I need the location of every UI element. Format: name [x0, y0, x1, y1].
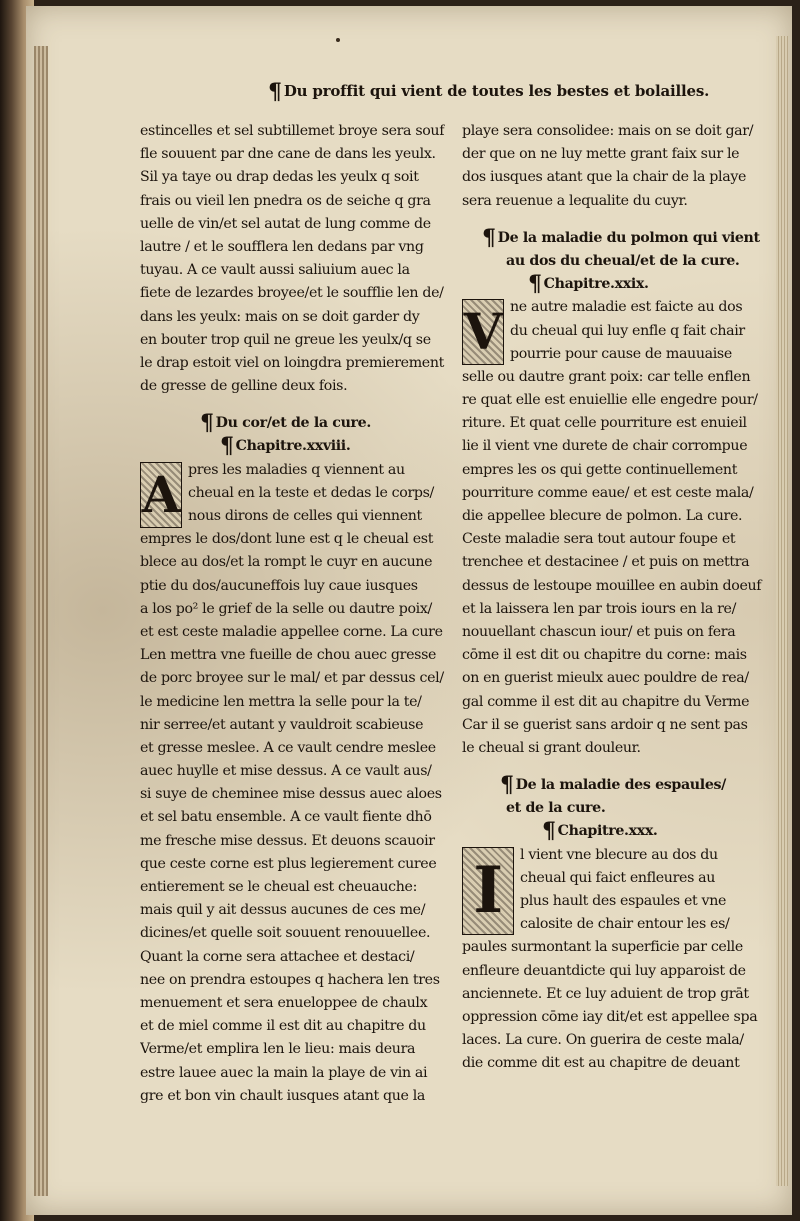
- text-line: riture. Et quat celle pourriture est enuieil: [462, 415, 747, 432]
- text-line: si suye de cheminee mise dessus auec aloes: [140, 786, 442, 803]
- text-line: mais quil y ait dessus aucunes de ces me/: [140, 902, 426, 919]
- text-line: a los po² le grief de la selle ou dautre poix/: [140, 600, 432, 617]
- text-line: et la laissera len par trois iours en la re/: [462, 600, 737, 617]
- decorated-initial: I: [462, 847, 514, 935]
- text-line: on en guerist mieulx auec pouldre de rea/: [462, 670, 749, 687]
- text-line: blece au dos/et la rompt le cuyr en aucune: [140, 554, 433, 571]
- text-line: dicines/et quelle soit souuent renouuellee.: [140, 925, 431, 942]
- header-title: Du proffit qui vient de toutes les bestes et bolailles.: [283, 82, 710, 100]
- chapter-heading: ¶ Chapitre.xxix.: [528, 271, 649, 298]
- text-line: et de miel comme il est dit au chapitre du: [140, 1018, 426, 1035]
- pilcrow-icon: ¶: [268, 79, 282, 105]
- pilcrow-icon: ¶: [220, 433, 234, 460]
- text-line: tuyau. A ce vault aussi saliuium auec la: [140, 262, 410, 279]
- text-line: empres les os qui gette continuellement: [462, 461, 738, 478]
- text-line: dessus de lestoupe mouillee en aubin doeuf: [462, 577, 762, 594]
- text-line: trenchee et destacinee / et puis on mettra: [462, 554, 750, 571]
- text-line: oppression cōme iay dit/et est appellee spa: [462, 1008, 758, 1025]
- text-line: nee on prendra estoupes q hachera len tres: [140, 971, 440, 988]
- pilcrow-icon: ¶: [482, 224, 496, 251]
- chapter-heading: ¶ Chapitre.xxviii.: [220, 433, 351, 460]
- text-line: cheual en la teste et dedas le corps/: [188, 484, 434, 501]
- text-line: estre lauee auec la main la playe de vin ai: [140, 1064, 428, 1081]
- text-line: enfleure deuantdicte qui luy apparoist de: [462, 962, 746, 979]
- text-line: en bouter trop quil ne greue les yeulx/q se: [140, 331, 431, 348]
- pilcrow-icon: ¶: [528, 271, 542, 298]
- text-line: uelle de vin/et sel autat de lung comme de: [140, 215, 431, 232]
- right-column: [462, 120, 767, 1076]
- text-line: le drap estoit viel on loingdra premierement: [140, 354, 444, 371]
- text-line: laces. La cure. On guerira de ceste mala/: [462, 1032, 744, 1049]
- text-line: nouuellant chascun iour/ et puis on fera: [462, 623, 736, 640]
- text-line: Sil ya taye ou drap dedas les yeulx q soit: [140, 169, 419, 186]
- text-line: sera reuenue a lequalite du cuyr.: [462, 192, 688, 209]
- text-line: du cheual qui luy enfle q fait chair: [510, 322, 745, 339]
- text-line: plus hault des espaules et vne: [520, 893, 727, 909]
- text-line: lautre / et le soufflera len dedans par vng: [140, 238, 424, 255]
- text-line: entierement se le cheual est cheuauche:: [140, 879, 418, 895]
- text-line: fle souuent par dne cane de dans les yeulx.: [140, 146, 436, 163]
- text-line: playe sera consolidee: mais on se doit gar/: [462, 123, 754, 139]
- text-line: pres les maladies q viennent au: [188, 461, 405, 478]
- text-line: fiete de lezardes broyee/et le soufflie len de/: [140, 285, 444, 302]
- chapter-heading: ¶ Chapitre.xxx.: [542, 818, 658, 845]
- text-line: Len mettra vne fueille de chou auec gresse: [140, 647, 437, 664]
- section-title: ¶ De la maladie des espaules/: [500, 772, 726, 799]
- paragraph: [462, 844, 767, 937]
- text-line: der que on ne luy mette grant faix sur le: [462, 146, 740, 163]
- text-line: le cheual si grant douleur.: [462, 739, 641, 756]
- text-line: estincelles et sel subtillemet broye sera souf: [140, 123, 445, 139]
- text-line: die appellee blecure de polmon. La cure.: [462, 508, 743, 524]
- text-line: pourriture comme eaue/ et est ceste mala/: [462, 484, 754, 501]
- pilcrow-icon: ¶: [500, 772, 514, 799]
- text-line: gal comme il est dit au chapitre du Verme: [462, 693, 750, 710]
- text-line: Verme/et emplira len le lieu: mais deura: [140, 1041, 416, 1058]
- text-line: paules surmontant la superficie par celle: [462, 939, 743, 956]
- text-line: calosite de chair entour les es/: [520, 916, 730, 933]
- text-line: lie il vient vne durete de chair corrompue: [462, 438, 748, 455]
- text-line: die comme dit est au chapitre de deuant: [462, 1055, 740, 1072]
- text-line: ptie du dos/aucuneffois luy caue iusques: [140, 577, 418, 594]
- text-line: auec huylle et mise dessus. A ce vault aus/: [140, 763, 432, 780]
- text-line: cheual qui faict enfleures au: [520, 869, 716, 886]
- text-line: nir serree/et autant y vauldroit scabieuse: [140, 716, 424, 733]
- section-title: ¶ De la maladie du polmon qui vient: [482, 224, 760, 251]
- page-edges: [776, 36, 788, 1186]
- text-line: dans les yeulx: mais on se doit garder dy: [140, 308, 420, 325]
- gutter-shadow: [34, 46, 48, 1196]
- text-line: ne autre maladie est faicte au dos: [510, 299, 743, 316]
- text-line: le medicine len mettra la selle pour la te/: [140, 693, 422, 710]
- section-title-cont: au dos du cheual/et de la cure.: [506, 252, 740, 269]
- text-line: de gresse de gelline deux fois.: [140, 378, 348, 395]
- text-line: frais ou vieil len pnedra os de seiche q gra: [140, 192, 431, 209]
- pilcrow-icon: ¶: [542, 818, 556, 845]
- text-line: empres le dos/dont lune est q le cheual est: [140, 531, 434, 548]
- section-title: ¶ Du cor/et de la cure.: [200, 410, 371, 437]
- text-line: Car il se guerist sans ardoir q ne sent pas: [462, 716, 748, 733]
- left-column: [140, 120, 445, 1108]
- paragraph: [140, 459, 445, 529]
- text-line: me fresche mise dessus. Et deuons scauoir: [140, 832, 435, 849]
- ink-speck: [336, 38, 340, 42]
- text-line: pourrie pour cause de mauuaise: [510, 345, 732, 362]
- text-line: menuement et sera enueloppee de chaulx: [140, 994, 428, 1011]
- text-line: et gresse meslee. A ce vault cendre meslee: [140, 739, 436, 756]
- text-line: nous dirons de celles qui viennent: [188, 508, 422, 524]
- text-line: l vient vne blecure au dos du: [520, 846, 718, 863]
- text-line: anciennete. Et ce luy aduient de trop grāt: [462, 985, 749, 1002]
- text-line: de porc broyee sur le mal/ et par dessus cel/: [140, 670, 444, 687]
- text-line: selle ou dautre grant poix: car telle enflen: [462, 368, 751, 385]
- text-line: Quant la corne sera attachee et destaci/: [140, 948, 415, 965]
- pilcrow-icon: ¶: [200, 410, 214, 437]
- text-line: Ceste maladie sera tout autour foupe et: [462, 531, 736, 548]
- text-line: cōme il est dit ou chapitre du corne: mais: [462, 647, 747, 664]
- paragraph: [462, 296, 767, 366]
- text-line: re quat elle est enuiellie elle engedre pour/: [462, 392, 758, 409]
- decorated-initial: V: [462, 299, 504, 365]
- text-line: et est ceste maladie appellee corne. La cure: [140, 623, 443, 640]
- running-header: [268, 79, 710, 105]
- decorated-initial: A: [140, 462, 182, 528]
- section-title-cont: et de la cure.: [506, 800, 606, 817]
- text-line: et sel batu ensemble. A ce vault fiente dhō: [140, 809, 432, 826]
- text-line: que ceste corne est plus legierement curee: [140, 855, 437, 872]
- text-line: gre et bon vin chault iusques atant que la: [140, 1087, 426, 1104]
- text-line: dos iusques atant que la chair de la playe: [462, 169, 747, 186]
